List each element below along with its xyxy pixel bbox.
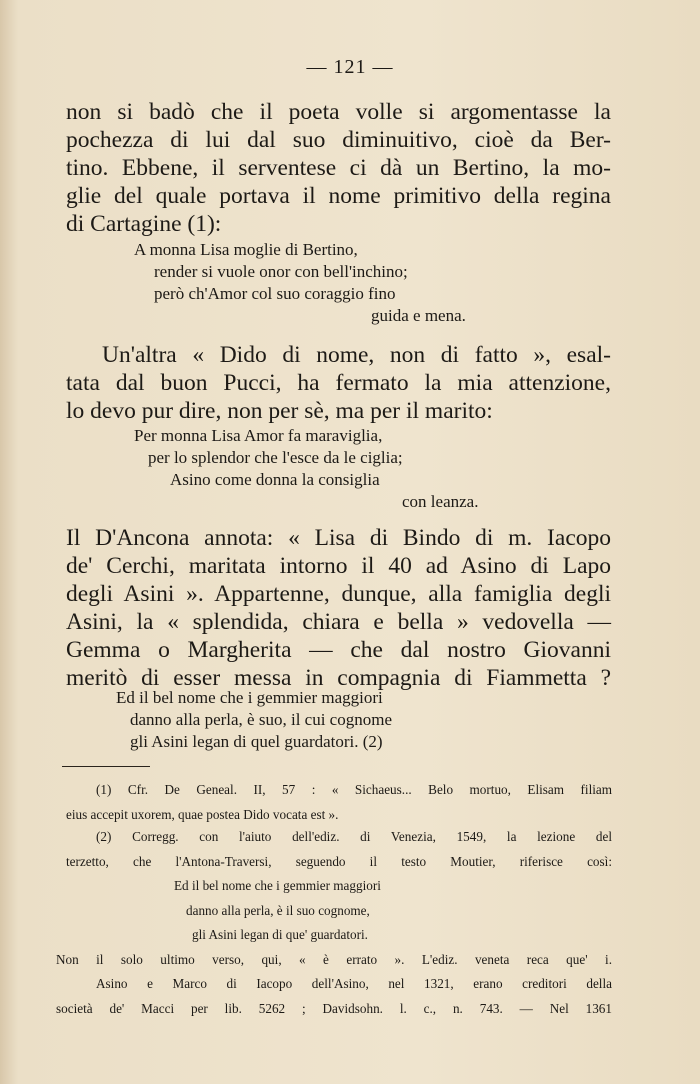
verse-line: per lo splendor che l'esce da le ciglia; (148, 448, 403, 467)
footnote-marker: (1) (96, 782, 112, 797)
paragraph-1 (66, 98, 611, 238)
verse-line: Asino come donna la consiglia (170, 470, 380, 489)
text-line: tata dal buon Pucci, ha fermato la mia attenzione, (66, 370, 611, 396)
text-line: Asini, la « splendida, chiara e bella » vedovella — (66, 609, 611, 635)
paragraph-2 (66, 341, 611, 425)
footnote-verse-line: gli Asini legan di que' guardatori. (192, 927, 368, 942)
text-line: Gemma o Margherita — che dal nostro Giovanni (66, 637, 611, 663)
verse-line: Ed il bel nome che i gemmier maggiori (116, 688, 383, 707)
text-line: glie del quale portava il nome primitivo della regina (66, 183, 611, 209)
text-line: pochezza di lui dal suo diminuitivo, cioè da Ber- (66, 127, 611, 153)
verse-line: danno alla perla, è suo, il cui cognome (130, 710, 392, 729)
verse-2 (134, 425, 478, 513)
verse-line: A monna Lisa moglie di Bertino, (134, 240, 358, 259)
text-line: non si badò che il poeta volle si argomentasse la (66, 99, 611, 125)
verse-1 (134, 239, 466, 327)
verse-3 (116, 687, 392, 753)
verse-line: render si vuole onor con bell'inchino; (154, 262, 408, 281)
verse-line: con leanza. (402, 492, 479, 511)
verse-line: però ch'Amor col suo coraggio fino (154, 284, 396, 303)
text-line: degli Asini ». Appartenne, dunque, alla famiglia degli (66, 581, 611, 607)
text-line: di Cartagine (1): (66, 211, 222, 237)
footnote-rule (62, 766, 150, 767)
footnote-verse-line: danno alla perla, è il suo cognome, (186, 902, 370, 918)
text-line: Un'altra « Dido di nome, non di fatto », esal- (102, 342, 611, 368)
footnote-verse-line: Ed il bel nome che i gemmier maggiori (174, 878, 381, 893)
text-line: de' Cerchi, maritata intorno il 40 ad Asino di Lapo (66, 553, 611, 579)
footnote-line: (1) Cfr. De Geneal. II, 57 : « Sichaeus... Belo mortuo, Elisam filiam (96, 782, 613, 797)
text-line: tino. Ebbene, il serventese ci dà un Bertino, la mo- (66, 155, 611, 181)
footnote-2 (56, 825, 613, 1021)
verse-line: gli Asini legan di quel guardatori. (2) (130, 732, 383, 751)
paragraph-3 (66, 524, 611, 692)
footnote-line: (2) Corregg. con l'aiuto dell'ediz. di Venezia, 1549, la lezione del (96, 829, 613, 844)
verse-line: Per monna Lisa Amor fa maraviglia, (134, 426, 383, 445)
page-number: — 121 — (306, 56, 394, 78)
footnote-line: terzetto, che l'Antona-Traversi, seguendo il testo Moutier, riferisce così: (66, 853, 612, 869)
verse-line: guida e mena. (371, 306, 466, 325)
footnote-line: Non il solo ultimo verso, qui, « è errato ». L'ediz. veneta reca que' i. (56, 951, 612, 967)
footnote-line: Asino e Marco di Iacopo dell'Asino, nel 1321, erano creditori della (96, 976, 612, 991)
footnote-line: eius accepit uxorem, quae postea Dido vocata est ». (66, 806, 339, 822)
text-line: lo devo pur dire, non per sè, ma per il marito: (66, 398, 493, 424)
footnote-line: società de' Macci per lib. 5262 ; Davidsohn. l. c., n. 743. — Nel 1361 (56, 1000, 612, 1016)
footnote-marker: (2) (96, 829, 112, 844)
footnote-1 (66, 778, 612, 827)
text-line: meritò di esser messa in compagnia di Fiammetta ? (66, 665, 611, 691)
text-line: Il D'Ancona annota: « Lisa di Bindo di m. Iacopo (66, 525, 611, 551)
